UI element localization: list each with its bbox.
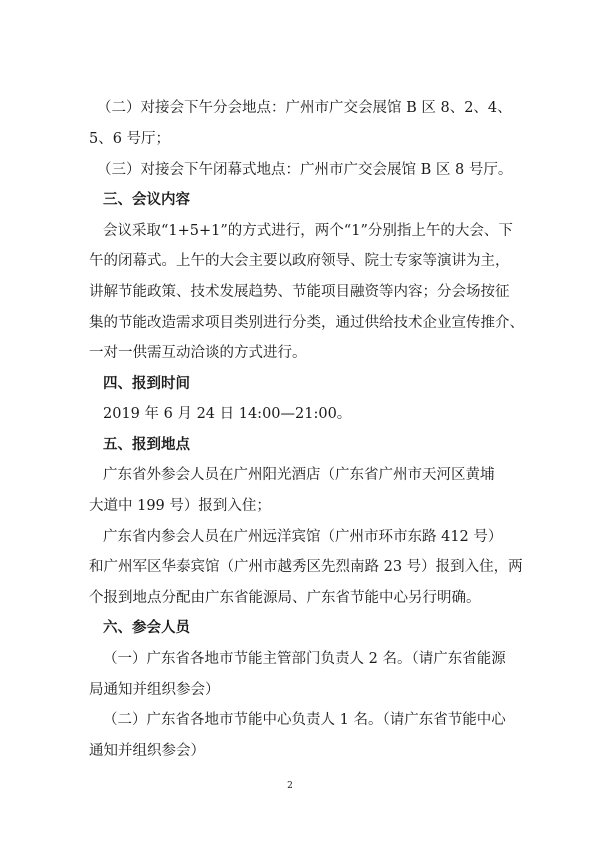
section-heading-registration-time: 四、报到时间 — [103, 376, 190, 392]
section-heading-meeting-content: 三、会议内容 — [103, 192, 190, 208]
text-line-venue-afternoon-sessions: （二）对接会下午分会地点：广州市广交会展馆 B 区 8、2、4、 — [97, 100, 512, 116]
section-heading-registration-place: 五、报到地点 — [103, 437, 190, 453]
text-line-place-1: 广东省外参会人员在广州阳光酒店（广东省广州市天河区黄埔 — [103, 467, 495, 483]
text-line-place-3: 广东省内参会人员在广州远洋宾馆（广州市环市东路 412 号） — [103, 529, 503, 545]
text-line-content-5: 一对一供需互动洽谈的方式进行。 — [89, 345, 307, 361]
text-line-content-4: 集的节能改造需求项目类别进行分类，通过供给技术企业宣传推介、 — [89, 315, 524, 331]
text-line-content-2: 午的闭幕式。上午的大会主要以政府领导、院士专家等演讲为主， — [89, 253, 510, 269]
text-line-attendees-1: （一）广东省各地市节能主管部门负责人 2 名。（请广东省能源 — [103, 651, 506, 667]
section-heading-attendees: 六、参会人员 — [103, 620, 190, 636]
text-line-venue-closing-ceremony: （三）对接会下午闭幕式地点：广州市广交会展馆 B 区 8 号厅。 — [97, 162, 513, 178]
text-line-attendees-2: （二）广东省各地市节能中心负责人 1 名。（请广东省节能中心 — [103, 712, 506, 728]
text-line-attendees-1-cont: 局通知并组织参会） — [89, 682, 220, 698]
text-line-place-2: 大道中 199 号）报到入住； — [89, 498, 271, 514]
text-line-place-5: 个报到地点分配由广东省能源局、广东省节能中心另行明确。 — [89, 590, 481, 606]
page-number: 2 — [287, 781, 293, 791]
text-line-venue-afternoon-sessions-cont: 5、6 号厅； — [89, 131, 171, 147]
text-line-content-1: 会议采取“1+5+1”的方式进行，两个“1”分别指上午的大会、下 — [103, 223, 513, 239]
text-line-content-3: 讲解节能政策、技术发展趋势、节能项目融资等内容；分会场按征 — [89, 284, 510, 300]
text-line-registration-time: 2019 年 6 月 24 日 14:00—21:00。 — [103, 406, 352, 422]
text-line-place-4: 和广州军区华泰宾馆（广州市越秀区先烈南路 23 号）报到入住，两 — [89, 559, 523, 575]
text-line-attendees-2-cont: 通知并组织参会） — [89, 743, 205, 759]
